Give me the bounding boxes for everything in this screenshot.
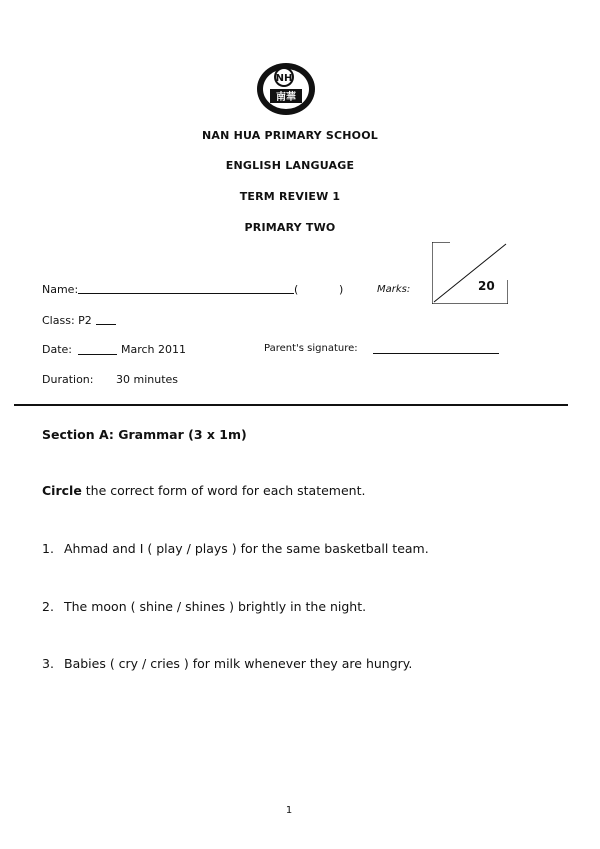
duration-label: Duration: <box>42 373 94 386</box>
name-label: Name: <box>42 283 79 296</box>
subject-title: ENGLISH LANGUAGE <box>225 159 355 172</box>
question-number: 2. <box>42 599 54 614</box>
index-open-paren: ( <box>294 283 299 296</box>
date-field[interactable] <box>78 354 117 355</box>
question-number: 3. <box>42 656 54 671</box>
term-title: TERM REVIEW 1 <box>239 190 341 203</box>
question-item <box>42 599 366 614</box>
signature-field[interactable] <box>373 353 499 354</box>
instruction-bold: Circle <box>42 483 82 498</box>
school-name: NAN HUA PRIMARY SCHOOL <box>202 129 378 142</box>
question-item <box>42 656 412 671</box>
date-label: Date: <box>42 343 72 356</box>
duration-value: 30 minutes <box>116 373 179 386</box>
page-number: 1 <box>285 805 293 816</box>
school-logo <box>255 61 317 117</box>
class-label: Class: P2 <box>42 314 92 327</box>
index-close-paren: ) <box>339 283 344 296</box>
instruction-text: the correct form of word for each statement. <box>81 483 366 498</box>
marks-label: Marks: <box>377 284 411 295</box>
section-title: Section A: Grammar (3 x 1m) <box>42 427 247 442</box>
date-value: March 2011 <box>121 343 187 356</box>
question-text[interactable]: The moon ( shine / shines ) brightly in the night. <box>64 599 367 614</box>
class-field[interactable] <box>96 324 116 325</box>
divider <box>14 404 568 406</box>
question-item <box>42 541 429 556</box>
marks-total: 20 <box>478 279 495 293</box>
svg-text:NH: NH <box>275 73 293 84</box>
name-field[interactable] <box>78 293 294 294</box>
question-number: 1. <box>42 541 54 556</box>
svg-text:南華: 南華 <box>276 92 296 103</box>
question-text[interactable]: Ahmad and I ( play / plays ) for the same basketball team. <box>64 541 429 556</box>
signature-label: Parent's signature: <box>264 343 358 354</box>
level-title: PRIMARY TWO <box>244 221 336 234</box>
question-text[interactable]: Babies ( cry / cries ) for milk whenever they are hungry. <box>64 656 413 671</box>
marks-box <box>432 242 508 304</box>
instruction <box>42 483 365 498</box>
